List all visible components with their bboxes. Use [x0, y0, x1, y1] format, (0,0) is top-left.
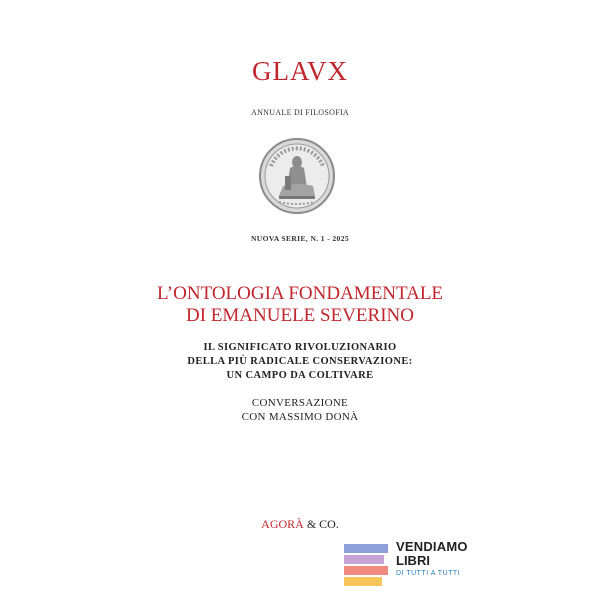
- publisher: [0, 517, 600, 532]
- watermark-text-line-3: DI TUTTI A TUTTI: [396, 570, 461, 577]
- watermark-text-line-2: LIBRI: [396, 553, 430, 568]
- book-subtitle-line-2: DELLA PIÙ RADICALE CONSERVAZIONE:: [187, 356, 413, 367]
- book-subtitle-line-3: UN CAMPO DA COLTIVARE: [226, 370, 374, 381]
- watermark-bar-1: [344, 544, 388, 553]
- watermark-bar-2: [344, 555, 384, 564]
- conversation-line-2: CON MASSIMO DONÀ: [241, 411, 359, 423]
- book-title-line-1: L’ONTOLOGIA FONDAMENTALE: [156, 283, 444, 304]
- journal-subtitle: ANNUALE DI FILOSOFIA: [251, 108, 349, 117]
- publisher-suffix: & CO.: [303, 517, 339, 531]
- watermark-bar-4: [344, 577, 382, 586]
- watermark-text-line-1: VENDIAMO: [396, 539, 468, 554]
- book-title-line-2: DI EMANUELE SEVERINO: [186, 305, 414, 326]
- allegorical-medal-icon: [257, 136, 337, 216]
- journal-name: GLAVX: [251, 56, 348, 86]
- conversation-line-1: CONVERSAZIONE: [251, 397, 349, 409]
- book-subtitle-line-1: IL SIGNIFICATO RIVOLUZIONARIO: [203, 342, 397, 353]
- vendiamo-libri-watermark: [344, 536, 468, 594]
- publisher-name: AGORÀ: [261, 517, 304, 531]
- watermark-bar-3: [344, 566, 388, 575]
- series-number: NUOVA SERIE, N. 1 - 2025: [250, 234, 350, 243]
